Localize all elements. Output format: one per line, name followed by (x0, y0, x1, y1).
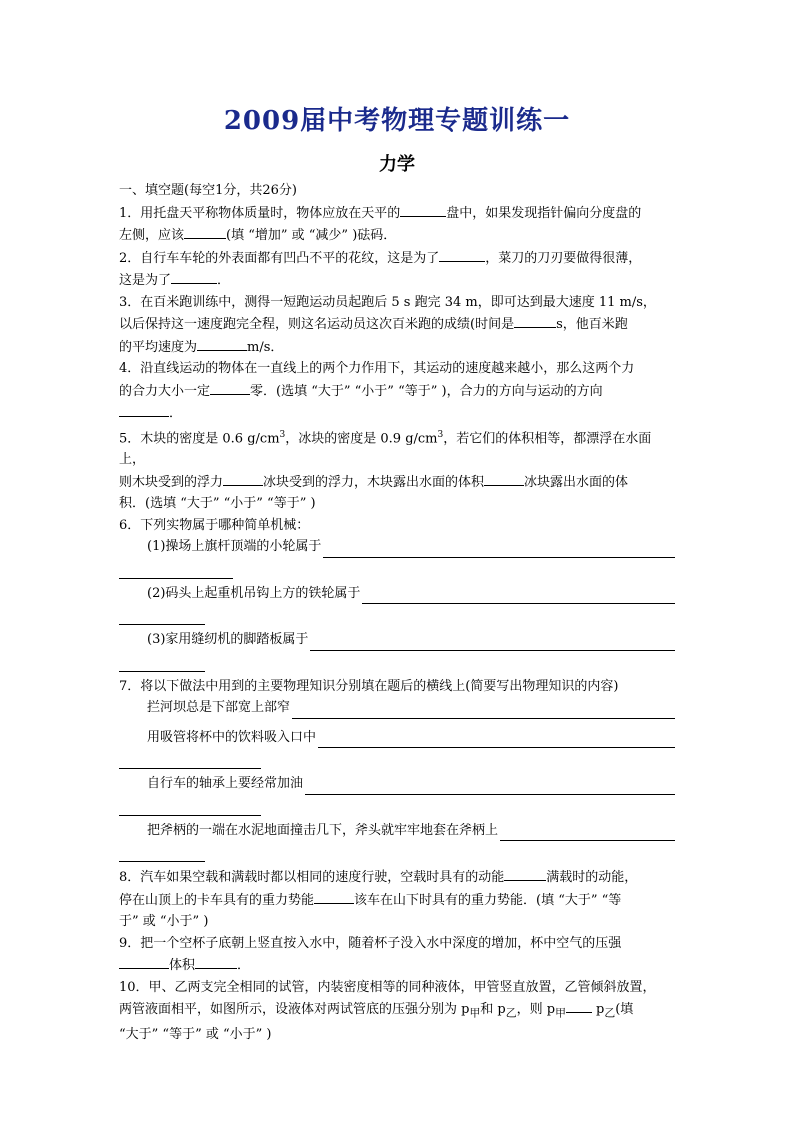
answer-line[interactable] (323, 541, 675, 558)
blank[interactable] (223, 471, 263, 486)
blank[interactable] (484, 471, 524, 486)
blank[interactable] (195, 954, 237, 969)
question-3: 3．在百米跑训练中，测得一短跑运动员起跑后 5 s 跑完 34 m，即可达到最大速度 11 m/s， (119, 294, 656, 310)
section-heading: 一、填空题(每空1分，共26分) (119, 183, 297, 198)
question-9: 9．把一个空杯子底朝上竖直按入水中，随着杯子没入水中深度的增加，杯中空气的压强 (119, 935, 622, 951)
blank[interactable] (210, 380, 250, 395)
page-subtitle: 力学 (379, 154, 415, 175)
blank[interactable] (314, 889, 354, 904)
answer-line[interactable] (318, 731, 675, 748)
question-body: 一、填空题(每空1分，共26分) 1．用托盘天平称物体质量时，物体应放在天平的 盘中，如果发现指针偏向分度盘的 左侧，应该 (填 “增加” 或 “减少” )砝码． 2．自行车车轮的外表面都有凹凸不平的花纹，这是为了 ，菜刀的刀刃要做得很薄， 这是为了 ． 3．在百米跑训练中，测得一短跑运动员起跑后 5 s 跑完 34 m，即可达到最大速度 11 m/s， 以后保持这一速度跑完全程，则这名运动员这次百米跑的成绩(时间是 s，他百米跑 的平均速度为 m/s． 4．沿直线运动的物体在一直线上的两个力作用下，其运动的速度越来越小，那么这两个力 的合力大小一定 零．(选填 “大于” “小于” “等于” )，合力的方向与运动的方向 ． 5．木块的密度是 0.6 $g/cm^3$，冰块的密度是 0.9 $g/cm^3$，若它们的体积相等，都漂浮在水面上， 则木块受到的浮力 冰块受到的浮力，木块露出水面的体积 冰块露出水面的体 积．(选填 “大于” “小于” “等于” ) 6．下列实物属于哪种简单机械： (1)操场上旗杆顶端的小轮属于 (2)码头上起重机吊钩上方的铁轮属于 (3)家用缝纫机的脚踏板属于 7．将以下做法中用到的主要物理知识分别填在题后的横线上(简要写出物理知识的内容) 拦河坝总是下部宽上部窄 用吸管将杯中的饮料吸入口中 自行车的轴承上要经常加油 把斧柄的一端在水泥地面撞击几下，斧头就牢牢地套在斧柄上 8．汽车如果空载和满载时都以相同的速度行驶，空载时具有的动能 满载时的动能， 停在山顶上的卡车具有的重力势能 该车在山下时具有的重力势能．(填 “大于” “等 于” 或 “小于” ) 9．把一个空杯子底朝上竖直按入水中，随着杯子没入水中深度的增加，杯中空气的压强 体积 ． 10．甲、乙两支完全相同的试管，内装密度相等的同种液体，甲管竖直放置，乙管倾斜放置， 两管液面相平，如图所示，设液体对两试管底的压强分别为 $p_甲$和 $p_乙$，则 $p_甲$ $p_乙$(填 “大于” “等于” 或 “小于” ) (119, 180, 675, 1046)
answer-line[interactable] (119, 651, 205, 672)
blank[interactable] (439, 247, 485, 262)
answer-line[interactable] (119, 748, 261, 769)
blank[interactable] (197, 336, 247, 351)
answer-line[interactable] (119, 604, 205, 625)
answer-line[interactable] (310, 634, 675, 651)
answer-line[interactable] (500, 824, 675, 841)
question-2: 2．自行车车轮的外表面都有凹凸不平的花纹，这是为了 ，菜刀的刀刃要做得很薄， (119, 247, 675, 270)
blank[interactable] (400, 202, 446, 217)
blank[interactable] (514, 313, 556, 328)
question-5: 5．木块的密度是 0.6 $g/cm^3$，冰块的密度是 0.9 $g/cm^3$，若它们的体积相等，都漂浮在水面上， (119, 429, 652, 468)
question-1: 1．用托盘天平称物体质量时，物体应放在天平的 盘中，如果发现指针偏向分度盘的 (119, 202, 675, 225)
blank[interactable] (119, 954, 169, 969)
answer-line[interactable] (292, 702, 675, 719)
page-title: 2009届中考物理专题训练一 (223, 106, 571, 136)
question-8: 8．汽车如果空载和满载时都以相同的速度行驶，空载时具有的动能 满载时的动能， (119, 866, 675, 889)
question-6: 6．下列实物属于哪种简单机械： (119, 517, 310, 533)
answer-line[interactable] (119, 841, 205, 862)
answer-line[interactable] (119, 558, 233, 579)
blank[interactable] (566, 998, 592, 1013)
question-4: 4．沿直线运动的物体在一直线上的两个力作用下，其运动的速度越来越小，那么这两个力 (119, 361, 635, 376)
blank[interactable] (119, 402, 169, 417)
answer-line[interactable] (305, 778, 675, 795)
question-7: 7．将以下做法中用到的主要物理知识分别填在题后的横线上(简要写出物理知识的内容) (119, 678, 619, 694)
blank[interactable] (171, 269, 217, 284)
question-10: 10．甲、乙两支完全相同的试管，内装密度相等的同种液体，甲管竖直放置，乙管倾斜放置， (119, 979, 656, 995)
answer-line[interactable] (362, 587, 675, 604)
blank[interactable] (504, 866, 546, 881)
answer-line[interactable] (119, 795, 261, 816)
blank[interactable] (184, 224, 226, 239)
